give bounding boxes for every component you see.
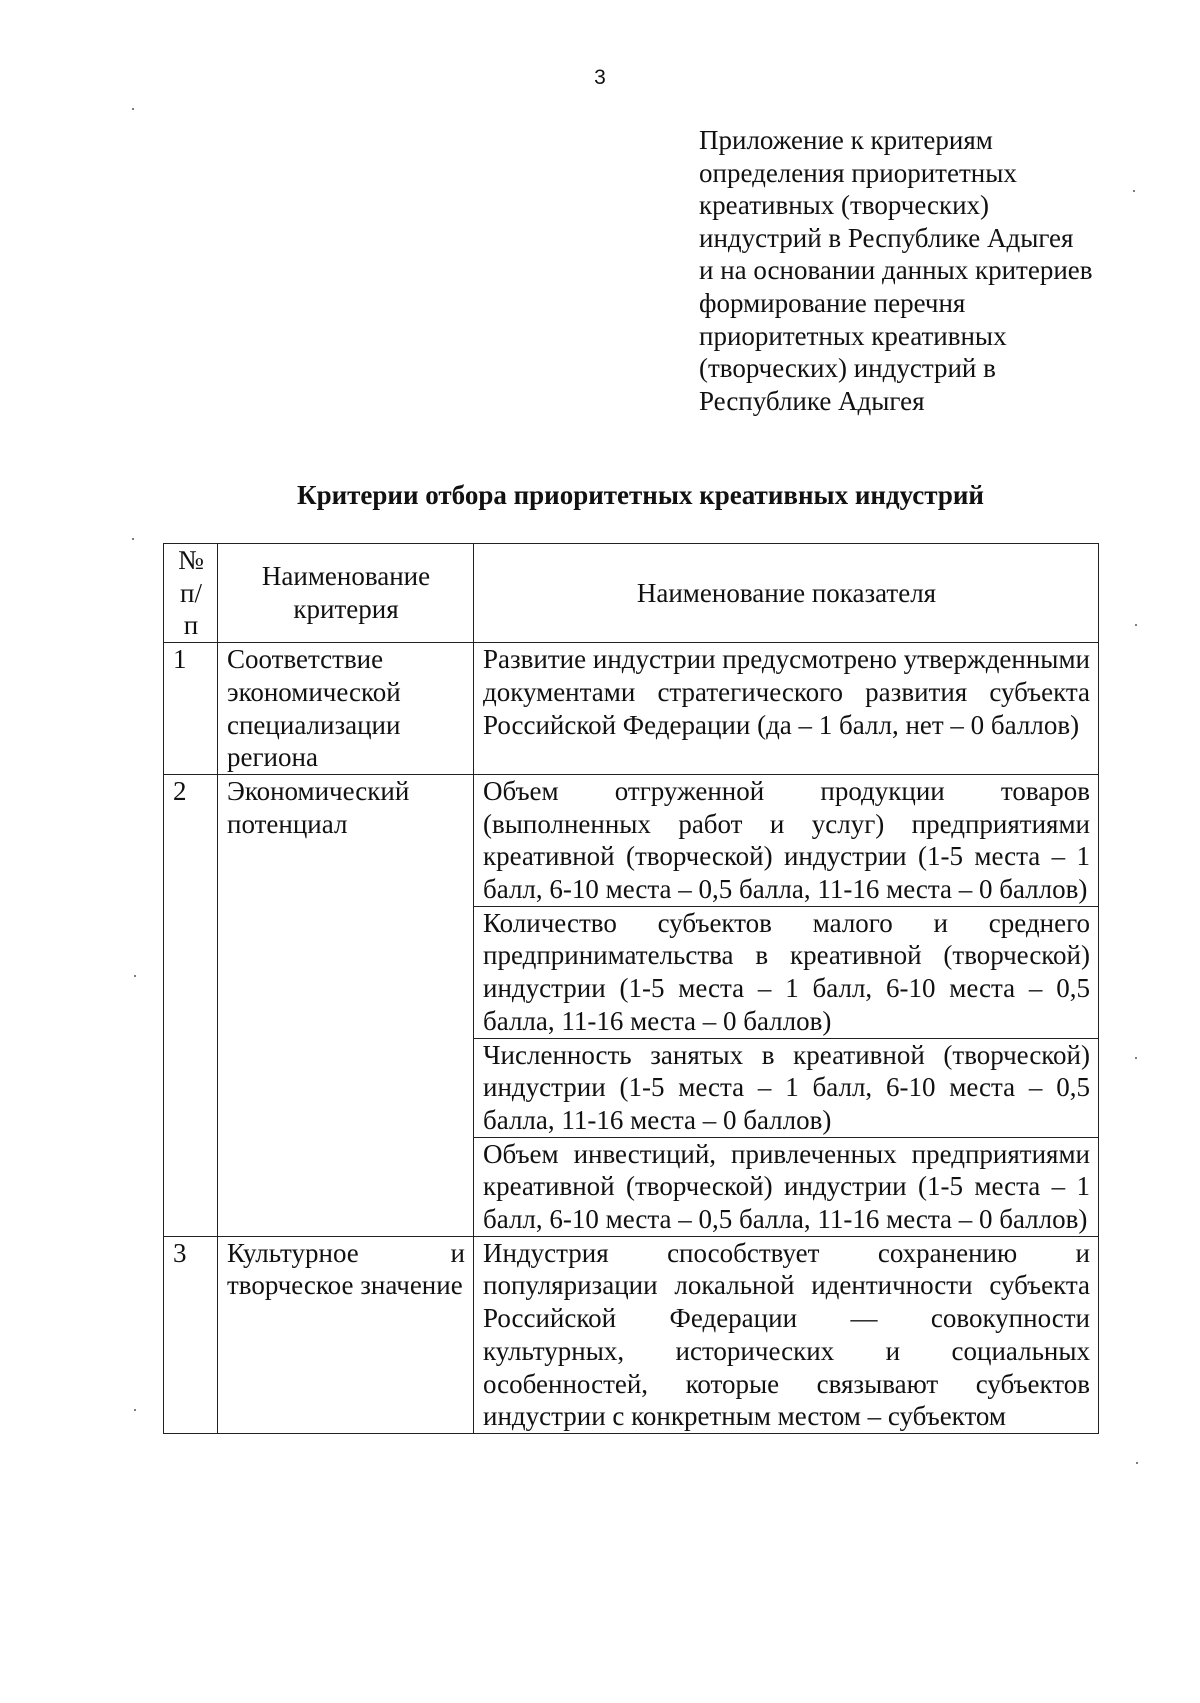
appendix-note (699, 124, 1139, 417)
appendix-line: Республике Адыгея (699, 385, 925, 416)
indicator-text: Численность занятых в креативной (творческой) индустрии (1-5 места – 1 балл, 6-10 места – 0,5 балла, 11-16 места – 0 баллов) (474, 1038, 1099, 1137)
criterion-name: Экономический потенциал (218, 774, 474, 1236)
criteria-table (163, 543, 1099, 1434)
scan-speck (132, 538, 134, 540)
indicator-text: Объем инвестиций, привлеченных предприятиями креативной (творческой) индустрии (1-5 места – 1 балл, 6-10 места – 0,5 балла, 11-16 места – 0 баллов) (474, 1137, 1099, 1236)
scan-speck (1133, 190, 1135, 192)
table-row (164, 774, 1099, 906)
row-number: 1 (164, 643, 218, 775)
page-number: 3 (594, 66, 606, 89)
appendix-line: Приложение к критериям (699, 125, 993, 155)
indicator-text: Объем отгруженной продукции товаров (выполненных работ и услуг) предприятиями креативной (творческой) индустрии (1-5 места – 1 балл, 6-10 места – 0,5 балла, 11-16 места – 0 баллов) (474, 774, 1099, 906)
appendix-line: формирование перечня (699, 287, 966, 318)
header-indicator: Наименование показателя (474, 544, 1099, 643)
appendix-line: приоритетных креативных (699, 320, 1007, 351)
criterion-name: Культурное и творческое значение (218, 1236, 474, 1433)
table-row (164, 1236, 1099, 1433)
table-title: Критерии отбора приоритетных креативных индустрий (297, 480, 984, 510)
appendix-line: индустрий в Республике Адыгея (699, 222, 1074, 253)
indicator-text: Развитие индустрии предусмотрено утвержденными документами стратегического развития субъекта Российской Федерации (да – 1 балл, нет – 0 баллов) (474, 643, 1099, 775)
scan-speck (134, 975, 136, 977)
row-number: 2 (164, 774, 218, 1236)
appendix-line: определения приоритетных (699, 157, 1017, 188)
header-number: № п/ п (164, 544, 218, 643)
scan-speck (1135, 1057, 1137, 1059)
scan-speck (134, 1409, 136, 1411)
appendix-line: и на основании данных критериев (699, 255, 1093, 286)
row-number: 3 (164, 1236, 218, 1433)
table-row (164, 643, 1099, 775)
appendix-line: креативных (творческих) (699, 190, 990, 221)
indicator-text: Количество субъектов малого и среднего предпринимательства в креативной (творческой) индустрии (1-5 места – 1 балл, 6-10 места – 0,5 балла, 11-16 места – 0 баллов) (474, 906, 1099, 1038)
scan-speck (1135, 624, 1137, 626)
indicator-text: Индустрия способствует сохранению и популяризации локальной идентичности субъекта Российской Федерации — совокупности культурных, исторических и социальных особенностей, которые связывают субъектов индустрии с конкретным местом – субъектом (474, 1236, 1099, 1433)
appendix-line: (творческих) индустрий в (699, 353, 996, 384)
scan-speck (132, 108, 134, 110)
header-criterion: Наименование критерия (218, 544, 474, 643)
table-header-row (164, 544, 1099, 643)
criterion-name: Соответствие экономической специализации региона (218, 643, 474, 775)
scan-speck (1136, 1462, 1138, 1464)
